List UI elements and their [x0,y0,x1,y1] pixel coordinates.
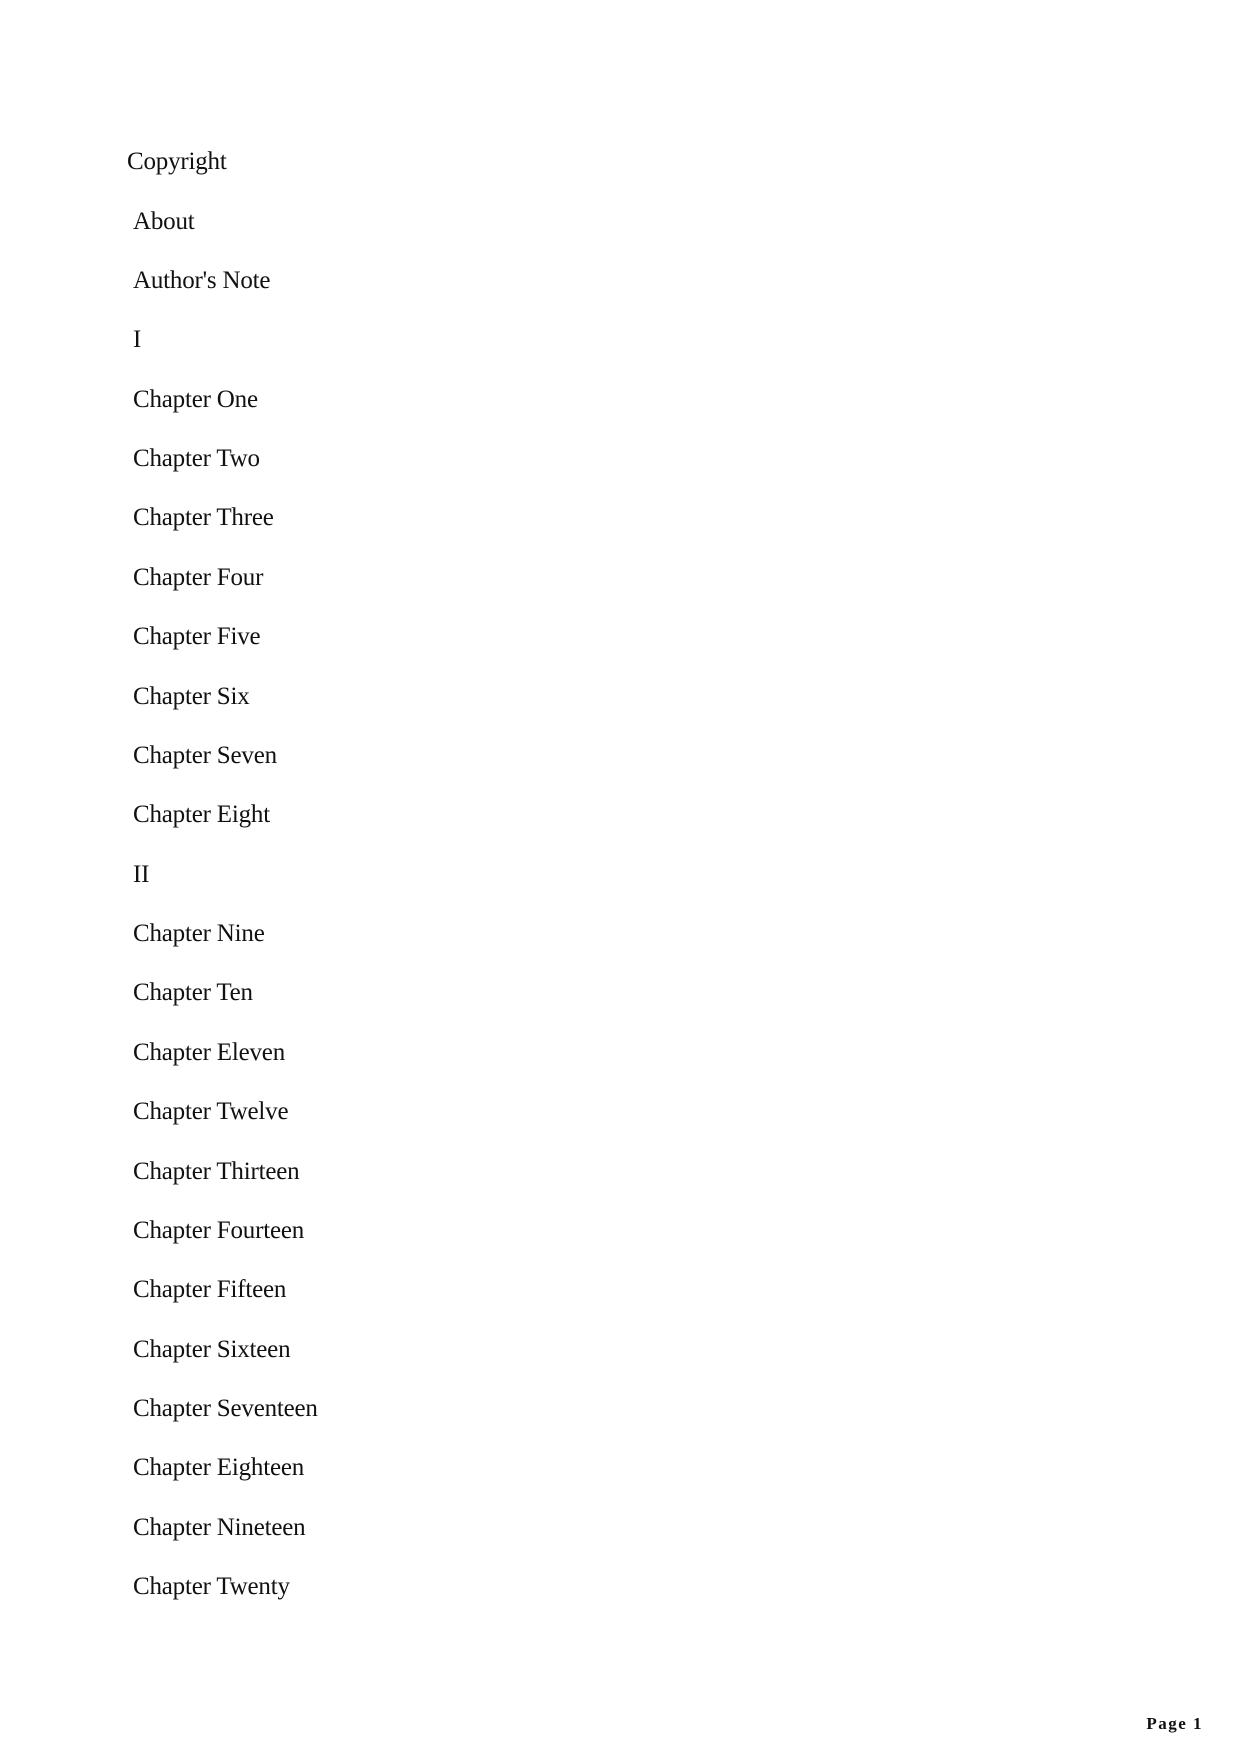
toc-item-chapter-two[interactable]: Chapter Two [133,445,260,472]
toc-item-chapter-seven[interactable]: Chapter Seven [133,742,277,769]
toc-item-chapter-twenty[interactable]: Chapter Twenty [133,1573,290,1600]
toc-item-copyright[interactable]: Copyright [127,148,227,175]
toc-item-chapter-six[interactable]: Chapter Six [133,683,250,710]
toc-item-chapter-twelve[interactable]: Chapter Twelve [133,1098,289,1125]
toc-item-chapter-eleven[interactable]: Chapter Eleven [133,1039,285,1066]
toc-item-chapter-ten[interactable]: Chapter Ten [133,979,253,1006]
toc-item-chapter-five[interactable]: Chapter Five [133,623,261,650]
toc-item-chapter-eight[interactable]: Chapter Eight [133,801,270,828]
toc-item-about[interactable]: About [133,208,195,235]
toc-item-chapter-one[interactable]: Chapter One [133,386,258,413]
toc-item-part-two[interactable]: II [133,861,150,888]
page-number: Page 1 [1146,1714,1203,1733]
toc-item-chapter-nineteen[interactable]: Chapter Nineteen [133,1514,306,1541]
toc-item-chapter-fifteen[interactable]: Chapter Fifteen [133,1276,287,1303]
toc-item-chapter-thirteen[interactable]: Chapter Thirteen [133,1158,300,1185]
toc-item-chapter-eighteen[interactable]: Chapter Eighteen [133,1454,305,1481]
toc-item-chapter-three[interactable]: Chapter Three [133,504,274,531]
toc-item-chapter-nine[interactable]: Chapter Nine [133,920,265,947]
toc-item-chapter-fourteen[interactable]: Chapter Fourteen [133,1217,305,1244]
toc-item-part-one[interactable]: I [133,326,142,353]
toc-item-chapter-four[interactable]: Chapter Four [133,564,264,591]
toc-item-chapter-sixteen[interactable]: Chapter Sixteen [133,1336,291,1363]
toc-item-chapter-seventeen[interactable]: Chapter Seventeen [133,1395,318,1422]
toc-item-authors-note[interactable]: Author's Note [133,267,271,294]
